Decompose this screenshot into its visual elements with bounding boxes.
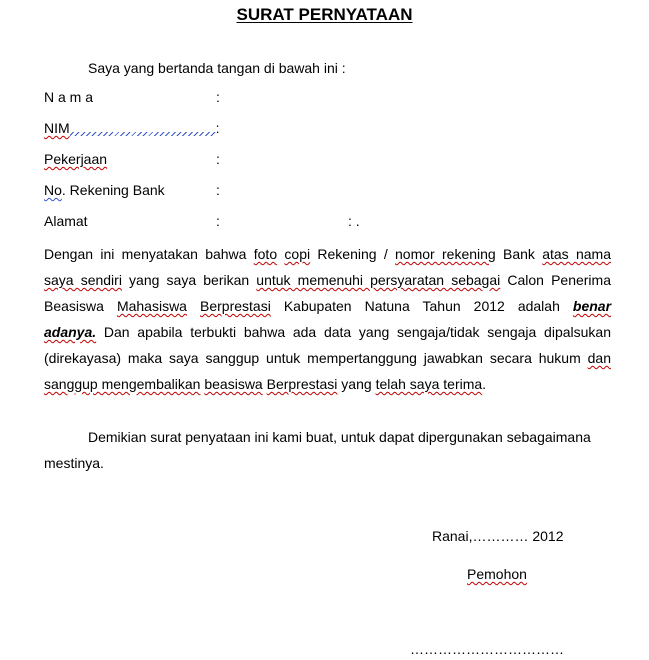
- signature-line: ……………………………: [410, 641, 564, 657]
- text-segment: Calon Penerima: [500, 272, 611, 288]
- text-segment: atas nama: [542, 246, 611, 262]
- nim-wavy-rule: [70, 132, 216, 136]
- statement-line-2: [44, 267, 611, 293]
- signer-label: [467, 565, 527, 583]
- text-segment: sanggup mengembalikan: [44, 376, 201, 392]
- text-segment: yang saya berikan: [121, 272, 257, 288]
- text-segment: yang: [337, 376, 376, 392]
- nim-text: NIM: [44, 120, 70, 136]
- statement-paragraph: [44, 241, 611, 397]
- closing-line-1: Demikian surat penyataan ini kami buat, untuk dapat dipergunakan sebagaimana: [88, 429, 591, 445]
- statement-line-1: [44, 241, 611, 267]
- statement-line-6: [44, 371, 611, 397]
- field-label-rekening: [44, 181, 165, 199]
- text-segment: .: [482, 376, 487, 392]
- text-segment: telah saya terima: [375, 376, 483, 392]
- field-label-nama: N a m a: [44, 89, 94, 105]
- text-segment: Mahasiswa: [116, 298, 187, 314]
- rekening-no-text: No: [44, 182, 62, 198]
- text-segment: Berprestasi: [266, 376, 338, 392]
- text-segment: Berprestasi: [200, 298, 271, 314]
- text-segment: Rekening /: [310, 246, 396, 262]
- closing-line-2: mestinya.: [44, 455, 104, 471]
- signer-label-text: Pemohon: [467, 566, 527, 582]
- text-segment: nomor rekening: [395, 246, 496, 262]
- intro-text: Saya yang bertanda tangan di bawah ini :: [88, 60, 346, 76]
- place-date: Ranai,………… 2012: [432, 528, 564, 544]
- statement-line-3: [44, 293, 611, 319]
- text-segment: [187, 298, 200, 314]
- field-label-nim: [44, 119, 220, 137]
- text-segment: Dengan ini menyatakan bahwa: [44, 246, 254, 262]
- text-segment: (direkayasa) maka saya sanggup untuk mempertanggung jawabkan secara hukum: [44, 350, 588, 366]
- pekerjaan-text: Pekerjaan: [44, 151, 108, 167]
- field-colon-nama: :: [216, 89, 220, 105]
- field-colon-alamat: :: [216, 213, 220, 229]
- text-segment: Dan apabila terbukti bahwa ada data yang sengaja/tidak sengaja dipalsukan: [96, 324, 611, 340]
- statement-line-5: [44, 345, 611, 371]
- field-colon-pekerjaan: :: [216, 151, 220, 167]
- text-segment: Bank: [495, 246, 543, 262]
- document-title: SURAT PERNYATAAN: [236, 5, 413, 24]
- text-segment: benar: [572, 298, 612, 314]
- text-segment: Beasiswa: [44, 298, 117, 314]
- field-colon-nim: :: [215, 120, 220, 136]
- text-segment: foto: [253, 246, 278, 262]
- field-colon-rekening: :: [216, 182, 220, 198]
- text-segment: adanya.: [44, 324, 97, 340]
- text-segment: untuk memenuhi persyaratan sebagai: [256, 272, 501, 288]
- field-label-pekerjaan: [44, 150, 107, 168]
- field-label-alamat: Alamat: [44, 213, 88, 229]
- alamat-trailing-colon: : .: [348, 213, 360, 229]
- text-segment: Kabupaten Natuna Tahun 2012 adalah: [270, 298, 573, 314]
- statement-line-4: [44, 319, 611, 345]
- text-segment: saya sendiri: [44, 272, 122, 288]
- text-segment: dan: [587, 350, 611, 366]
- rekening-rest-text: . Rekening Bank: [61, 182, 165, 198]
- text-segment: beasiswa: [204, 376, 263, 392]
- text-segment: copi: [284, 246, 311, 262]
